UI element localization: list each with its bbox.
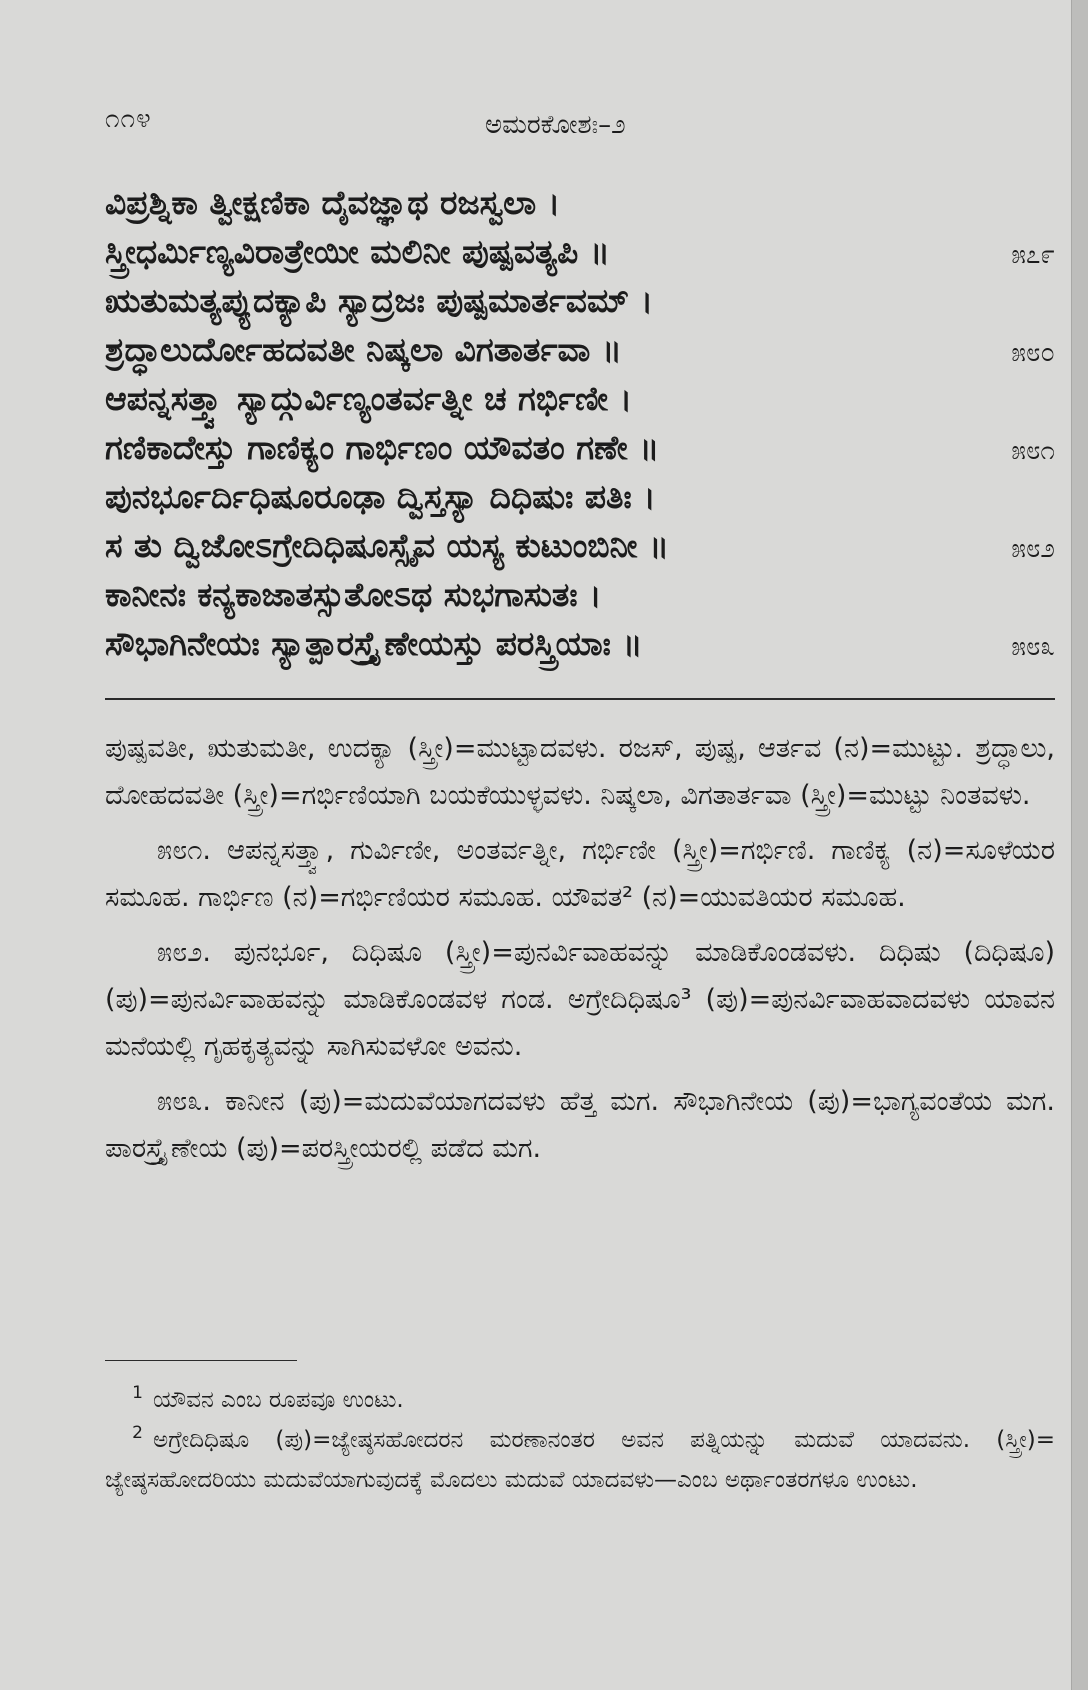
footnote: 2 ಅಗ್ರೇದಿಧಿಷೂ (ಪು)=ಜ್ಯೇಷ್ಠಸಹೋದರನ ಮರಣಾನಂತರ ಅವನ ಪತ್ನಿಯನ್ನು ಮದುವೆ ಯಾದವನು. (ಸ್ತ್ರೀ)= ಜ್ಯೇಷ್ಠಸಹೋದರಿಯು ಮದುವೆಯಾಗುವುದಕ್ಕೆ ಮೊದಲು ಮದುವೆ ಯಾದವಳು—ಎಂಬ ಅರ್ಥಾಂತರಗಳೂ ಉಂಟು.: [105, 1423, 1055, 1493]
verse-number: ೫೭೯: [1011, 240, 1055, 270]
verse-text: ಪುನರ್ಭೂರ್ದಿಧಿಷೂರೂಢಾ ದ್ವಿಸ್ತಸ್ಯಾ ದಿಧಿಷುಃ ಪತಿಃ ।: [105, 477, 656, 516]
commentary: [105, 725, 1055, 1180]
verse-text: ಕಾನೀನಃ ಕನ್ಯಕಾಜಾತಸ್ಸುತೋಽಥ ಸುಭಗಾಸುತಃ ।: [105, 575, 602, 614]
verse-number: ೫೮೧: [1011, 436, 1055, 466]
footnotes: [105, 1380, 1055, 1500]
verse-line: [105, 325, 1055, 374]
verse-number: ೫೮೩: [1011, 632, 1055, 662]
verse-line: [105, 619, 1055, 668]
commentary-paragraph: ೫೮೨. ಪುನರ್ಭೂ, ದಿಧಿಷೂ (ಸ್ತ್ರೀ)=ಪುನರ್ವಿವಾಹವನ್ನು ಮಾಡಿಕೊಂಡವಳು. ದಿಧಿಷು (ದಿಧಿಷೂ) (ಪು)=ಪುನರ್ವಿವಾಹವನ್ನು ಮಾಡಿಕೊಂಡವಳ ಗಂಡ. ಅಗ್ರೇದಿಧಿಷೂ³ (ಪು)=ಪುನರ್ವಿವಾಹವಾದವಳು ಯಾವನ ಮನೆಯಲ್ಲಿ ಗೃಹಕೃತ್ಯವನ್ನು ಸಾಗಿಸುವಳೋ ಅವನು.: [105, 937, 1055, 1062]
verse-number: ೫೮೨: [1011, 534, 1055, 564]
verse-text: ವಿಪ್ರಶ್ನಿಕಾ ತ್ವೀಕ್ಷಣಿಕಾ ದೈವಜ್ಞಾಥ ರಜಸ್ವಲಾ ।: [105, 183, 561, 222]
commentary-paragraph: ೫೮೩. ಕಾನೀನ (ಪು)=ಮದುವೆಯಾಗದವಳು ಹೆತ್ತ ಮಗ. ಸೌಭಾಗಿನೇಯ (ಪು)=ಭಾಗ್ಯವಂತೆಯ ಮಗ. ಪಾರಸ್ತ್ರೈಣೇಯ (ಪು)=ಪರಸ್ತ್ರೀಯರಲ್ಲಿ ಪಡೆದ ಮಗ.: [105, 1086, 1055, 1164]
page-header: [105, 102, 1055, 142]
verse-block: [105, 178, 1055, 668]
footnote: 1 ಯೌವನ ಎಂಬ ರೂಪವೂ ಉಂಟು.: [132, 1383, 404, 1413]
verse-line: [105, 423, 1055, 472]
verse-line: [105, 570, 1055, 619]
verse-text: ಗಣಿಕಾದೇಸ್ತು ಗಾಣಿಕ್ಯಂ ಗಾರ್ಭಿಣಂ ಯೌವತಂ ಗಣೇ ॥: [105, 428, 660, 467]
commentary-paragraph: ೫೮೧. ಆಪನ್ನಸತ್ತ್ವಾ, ಗುರ್ವಿಣೀ, ಅಂತರ್ವತ್ನೀ, ಗರ್ಭಿಣೀ (ಸ್ತ್ರೀ)=ಗರ್ಭಿಣಿ. ಗಾಣಿಕ್ಯ (ನ)=ಸೂಳೆಯರ ಸಮೂಹ. ಗಾರ್ಭಿಣ (ನ)=ಗರ್ಭಿಣಿಯರ ಸಮೂಹ. ಯೌವತ² (ನ)=ಯುವತಿಯರ ಸಮೂಹ.: [105, 835, 1055, 913]
page-edge: [1071, 0, 1088, 1690]
footnote-text: ಅಗ್ರೇದಿಧಿಷೂ (ಪು)=ಜ್ಯೇಷ್ಠಸಹೋದರನ ಮರಣಾನಂತರ ಅವನ ಪತ್ನಿಯನ್ನು ಮದುವೆ ಯಾದವನು. (ಸ್ತ್ರೀ)= ಜ್ಯೇಷ್ಠಸಹೋದರಿಯು ಮದುವೆಯಾಗುವುದಕ್ಕೆ ಮೊದಲು ಮದುವೆ ಯಾದವಳು—ಎಂಬ ಅರ್ಥಾಂತರಗಳೂ ಉಂಟು.: [105, 1427, 1055, 1493]
footnote-divider: [105, 1360, 297, 1361]
verse-line: [105, 276, 1055, 325]
verse-line: [105, 374, 1055, 423]
running-title: ಅಮರಕೋಶಃ–೨: [485, 110, 626, 140]
page-number: ೧೧೪: [105, 104, 152, 134]
section-divider: [105, 698, 1055, 700]
verse-text: ಸ ತು ದ್ವಿಜೋಽಗ್ರೇದಿಧಿಷೂಸ್ಸೈವ ಯಸ್ಯ ಕುಟುಂಬಿನೀ ॥: [105, 526, 670, 565]
verse-text: ಋತುಮತ್ಯಪ್ಯುದಕ್ಯಾಪಿ ಸ್ಯಾದ್ರಜಃ ಪುಷ್ಪಮಾರ್ತವಮ್ ।: [105, 281, 654, 320]
verse-line: [105, 472, 1055, 521]
verse-line: [105, 227, 1055, 276]
verse-line: [105, 521, 1055, 570]
verse-text: ಸ್ತ್ರೀಧರ್ಮಿಣ್ಯವಿರಾತ್ರೇಯೀ ಮಲಿನೀ ಪುಷ್ಪವತ್ಯಪಿ ॥: [105, 232, 610, 271]
verse-text: ಸೌಭಾಗಿನೇಯಃ ಸ್ಯಾತ್ಪಾರಸ್ತ್ರೈಣೇಯಸ್ತು ಪರಸ್ತ್ರಿಯಾಃ ॥: [105, 624, 643, 663]
verse-text: ಶ್ರದ್ಧಾಲುರ್ದೋಹದವತೀ ನಿಷ್ಕಲಾ ವಿಗತಾರ್ತವಾ ॥: [105, 330, 622, 369]
verse-line: [105, 178, 1055, 227]
commentary-paragraph: ಪುಷ್ಪವತೀ, ಋತುಮತೀ, ಉದಕ್ಯಾ (ಸ್ತ್ರೀ)=ಮುಟ್ಟಾದವಳು. ರಜಸ್, ಪುಷ್ಪ, ಆರ್ತವ (ನ)=ಮುಟ್ಟು. ಶ್ರದ್ಧಾಲು, ದೋಹದವತೀ (ಸ್ತ್ರೀ)=ಗರ್ಭಿಣಿಯಾಗಿ ಬಯಕೆಯುಳ್ಳವಳು. ನಿಷ್ಕಲಾ, ವಿಗತಾರ್ತವಾ (ಸ್ತ್ರೀ)=ಮುಟ್ಟು ನಿಂತವಳು.: [105, 733, 1055, 811]
verse-number: ೫೮೦: [1011, 338, 1055, 368]
footnote-text: ಯೌವನ ಎಂಬ ರೂಪವೂ ಉಂಟು.: [153, 1387, 404, 1413]
verse-text: ಆಪನ್ನಸತ್ತ್ವಾ ಸ್ಯಾದ್ಗುರ್ವಿಣ್ಯಂತರ್ವತ್ನೀ ಚ ಗರ್ಭಿಣೀ ।: [105, 379, 633, 418]
